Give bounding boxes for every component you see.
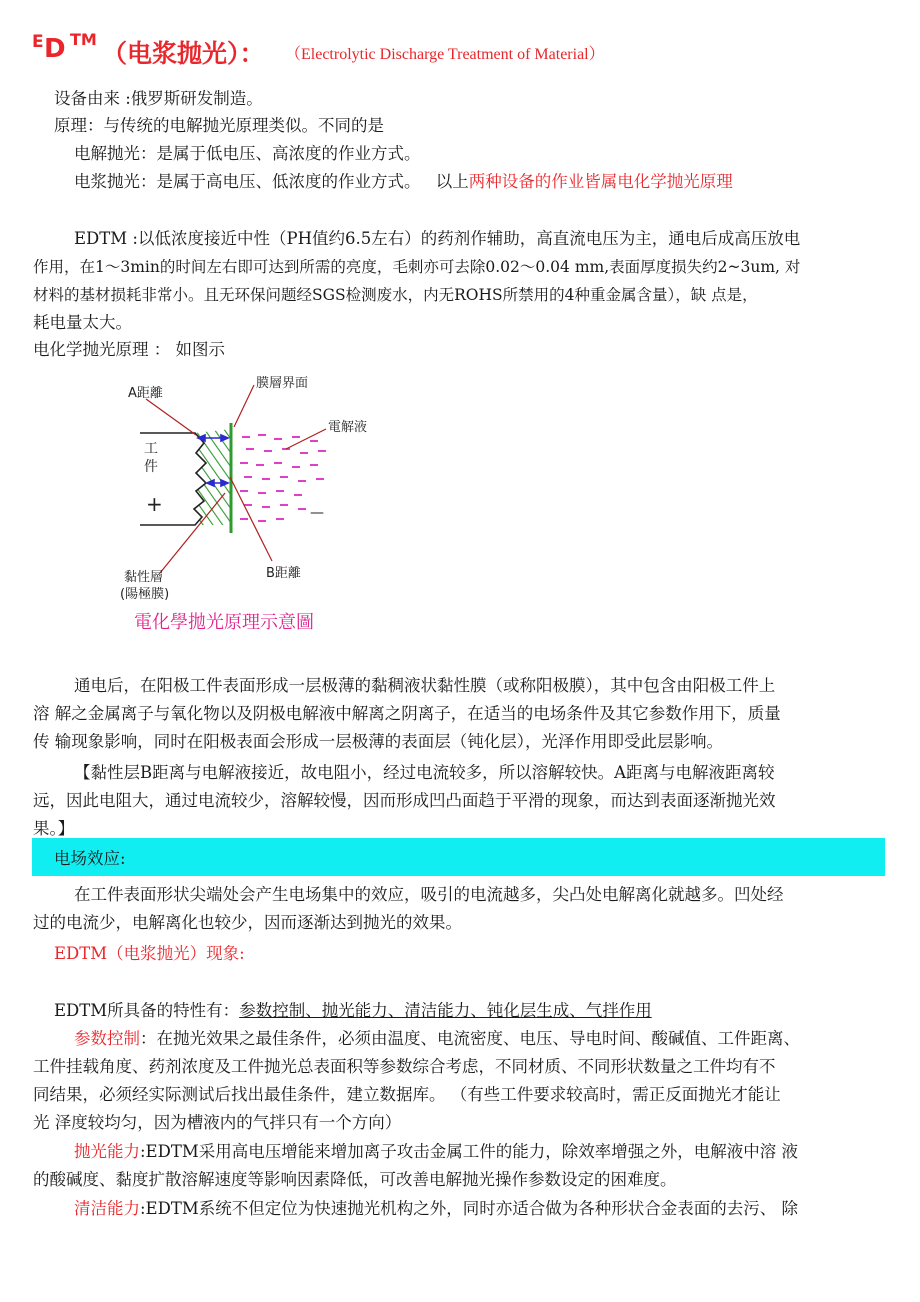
label-b-distance: B距離 <box>266 566 301 581</box>
label-minus: — <box>310 505 324 521</box>
intro-origin: 设备由来 :俄罗斯研发制造。 <box>54 89 263 108</box>
edtm-line-4: 耗电量太大。 <box>33 313 132 332</box>
field-effect-heading: 电场效应: <box>54 849 126 868</box>
label-electrolyte: 電解液 <box>328 420 368 435</box>
leader-lines <box>146 385 326 573</box>
after-line-3: 传 输现象影响，同时在阳极表面会形成一层极薄的表面层（钝化层），光泽作用即受此层影响。 <box>33 732 723 751</box>
param-label: 参数控制 <box>74 1029 140 1048</box>
features-list: 参数控制、抛光能力、清洁能力、钝化层生成、气拌作用 <box>239 1001 652 1020</box>
features-line <box>54 1000 652 1022</box>
title-d: D <box>44 34 66 64</box>
field-effect-line-2: 过的电流少，电解离化也较少，因而逐渐达到抛光的效果。 <box>33 913 462 932</box>
diagram-caption: 电化学抛光原理 ： 如图示 <box>33 340 225 359</box>
after-line-2: 溶 解之金属离子与氧化物以及阴极电解液中解离之阴离子，在适当的电场条件及其它参数作用下，质量 <box>33 704 781 723</box>
polish-label: 抛光能力 <box>74 1142 140 1161</box>
param-line-4: 光 泽度较均匀，因为槽液内的气拌只有一个方向） <box>33 1113 402 1132</box>
title-tm: TM <box>70 30 97 49</box>
param-line-3: 同结果，必须经实际测试后找出最佳条件，建立数据库。 （有些工件要求较高时，需正反面抛光才能让 <box>33 1085 781 1104</box>
param-text-1: ：在抛光效果之最佳条件，必须由温度、电流密度、电压、导电时间、酸碱值、工件距离、 <box>140 1029 800 1048</box>
phenomenon-heading: EDTM（电浆抛光）现象: <box>54 944 245 963</box>
edtm-line-3: 材料的基材损耗非常小。且无环保问题经SGS检测废水，内无ROHS所禁用的4种重金属含量），缺 点是， <box>33 286 758 304</box>
intro-principle: 原理：与传统的电解抛光原理类似。不同的是 <box>54 116 384 135</box>
edtm-line-1: EDTM :以低浓度接近中性（PH值约6.5左右）的药剂作辅助，高直流电压为主，通电后成高压放电 <box>74 229 801 248</box>
intro-electrolytic: 电解抛光：是属于低电压、高浓度的作业方式。 <box>74 144 421 163</box>
clean-text-1: :EDTM系统不但定位为快速抛光机构之外，同时亦适合做为各种形状合金表面的去污、 除 <box>140 1199 798 1218</box>
param-line-1 <box>74 1028 800 1050</box>
intro-plasma-tail: 以上 <box>435 172 469 191</box>
electrochemical-polishing-diagram <box>110 365 380 645</box>
label-workpiece-2: 件 <box>144 459 158 475</box>
polish-text-1: :EDTM采用高电压增能来增加离子攻击金属工件的能力，除效率增强之外，电解液中溶 液 <box>140 1142 798 1161</box>
field-effect-highlight <box>32 838 885 876</box>
label-a-distance: A距離 <box>128 386 163 401</box>
param-line-2: 工件挂载角度、药剂浓度及工件抛光总表面积等参数综合考虑，不同材质、不同形状数量之工件均有不 <box>33 1057 776 1076</box>
polish-line-1 <box>74 1141 798 1163</box>
diagram-title: 電化學拋光原理示意圖 <box>134 612 314 633</box>
label-plus: + <box>146 492 163 516</box>
title-en: （Electrolytic Discharge Treatment of Material） <box>285 46 605 63</box>
intro-plasma-text: 电浆抛光：是属于高电压、低浓度的作业方式。 <box>74 172 421 191</box>
intro-plasma <box>74 171 733 193</box>
clean-line-1 <box>74 1198 798 1220</box>
label-membrane-interface: 膜層界面 <box>256 376 309 391</box>
intro-plasma-red: 两种设备的作业皆属电化学抛光原理 <box>468 172 733 191</box>
bracket-line-3: 果。】 <box>33 819 75 838</box>
title-cn: （电浆抛光）： <box>102 39 265 68</box>
label-workpiece-1: 工 <box>144 441 158 457</box>
label-viscous-layer: 黏性層 <box>124 570 164 585</box>
field-effect-line-1: 在工件表面形状尖端处会产生电场集中的效应，吸引的电流越多，尖凸处电解离化就越多。凹处经 <box>74 885 784 904</box>
label-anode-film: (陽極膜) <box>120 587 170 602</box>
bracket-line-2: 远，因此电阻大，通过电流较少，溶解较慢，因而形成凹凸面趋于平滑的现象，而达到表面逐渐抛光效 <box>33 791 776 810</box>
bracket-line-1: 【黏性层B距离与电解液接近，故电阻小，经过电流较多，所以溶解较快。A距离与电解液距离较 <box>74 763 775 782</box>
edtm-line-2: 作用，在1〜3min的时间左右即可达到所需的亮度，毛刺亦可去除0.02〜0.04 mm,表面厚度损失约2~3um, 对 <box>33 258 801 276</box>
polish-line-2: 的酸碱度、黏度扩散溶解速度等影响因素降低，可改善电解抛光操作参数设定的困难度。 <box>33 1170 677 1189</box>
after-line-1: 通电后，在阳极工件表面形成一层极薄的黏稠液状黏性膜（或称阳极膜），其中包含由阳极工件上 <box>74 676 776 695</box>
features-lead: EDTM所具备的特性有： <box>54 1001 240 1020</box>
title-sup-e: E <box>32 32 44 52</box>
clean-label: 清洁能力 <box>74 1199 140 1218</box>
